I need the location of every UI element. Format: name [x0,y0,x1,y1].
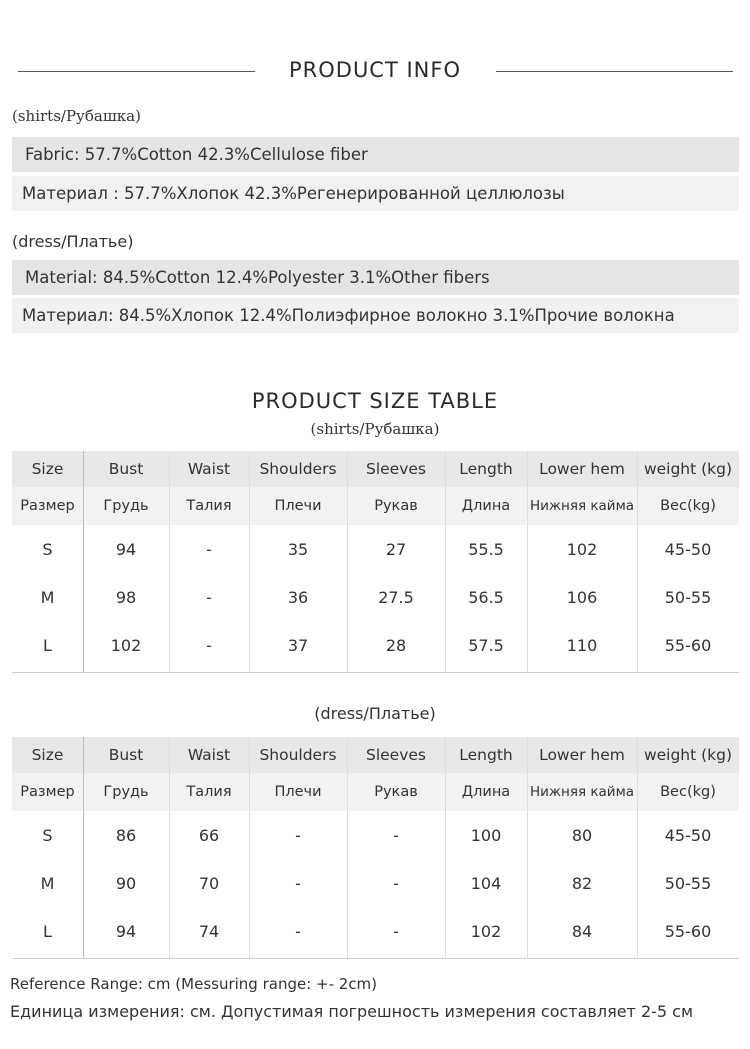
col-waist-ru: Талия [186,498,232,514]
product-info-title: PRODUCT INFO [288,58,461,82]
table-row [12,621,739,669]
sleeves-cell: - [393,921,399,941]
weight-cell: 45-50 [664,539,712,559]
col-weight: weight (kg) [643,746,733,764]
lower-hem-cell: 80 [571,825,593,845]
bust-cell: 90 [115,873,137,893]
col-waist: Waist [187,746,231,764]
column-divider [445,451,446,672]
col-size-ru: Размер [20,498,75,514]
col-length-ru: Длина [461,784,511,800]
column-divider [249,451,250,672]
col-lower-hem-ru: Нижняя кайма [529,497,635,514]
col-lower-hem: Lower hem [539,460,625,478]
column-divider [249,737,250,958]
waist-cell: 66 [198,825,220,845]
shoulders-cell: - [295,921,301,941]
col-length: Length [459,746,513,764]
header-row-ru [12,487,739,525]
length-cell: 55.5 [468,539,504,559]
measurement-tolerance-note: Единица измерения: см. Допустимая погрешность измерения составляет 2-5 см [10,1002,694,1021]
lower-hem-cell: 106 [566,587,598,607]
col-sleeves: Sleeves [365,746,426,764]
col-size-ru: Размер [20,784,75,800]
lower-hem-cell: 84 [571,921,593,941]
sleeves-cell: - [393,825,399,845]
col-shoulders-ru: Плечи [274,498,322,514]
waist-cell: 70 [198,873,220,893]
sleeves-cell: 27 [385,539,407,559]
lower-hem-cell: 102 [566,539,598,559]
col-weight: weight (kg) [643,460,733,478]
dress-fabric-ru: Материал: 84.5%Хлопок 12.4%Полиэфирное волокно 3.1%Прочие волокна [12,298,739,333]
column-divider [527,737,528,958]
col-weight-ru: Вес(kg) [660,784,716,800]
col-waist: Waist [187,460,231,478]
shirts-fabric-ru: Материал : 57.7%Хлопок 42.3%Регенерированной целлюлозы [12,176,739,211]
shirts-size-table [12,451,739,673]
table-row [12,573,739,621]
col-weight-ru: Вес(kg) [660,498,716,514]
length-cell: 57.5 [468,635,504,655]
size-cell: M [40,587,55,607]
column-divider [83,451,84,672]
col-shoulders: Shoulders [259,460,337,478]
bust-cell: 98 [115,587,137,607]
header-row-en [12,451,739,487]
shoulders-cell: 36 [287,587,309,607]
col-size: Size [31,746,64,764]
size-cell: S [42,539,53,559]
dress-info-label: (dress/Платье) [12,232,134,251]
weight-cell: 45-50 [664,825,712,845]
waist-cell: - [206,587,212,607]
waist-cell: 74 [198,921,220,941]
size-cell: S [42,825,53,845]
shoulders-cell: 35 [287,539,309,559]
table-row [12,525,739,573]
col-sleeves: Sleeves [365,460,426,478]
waist-cell: - [206,539,212,559]
column-divider [169,451,170,672]
col-lower-hem-ru: Нижняя кайма [529,783,635,800]
col-bust: Bust [108,746,144,764]
weight-cell: 55-60 [664,921,712,941]
lower-hem-cell: 82 [571,873,593,893]
size-cell: L [43,921,52,941]
col-length-ru: Длина [461,498,511,514]
table-row [12,907,739,955]
size-cell: L [43,635,52,655]
header-row-ru [12,773,739,811]
waist-cell: - [206,635,212,655]
shirts-table-label: (shirts/Рубашка) [310,420,440,438]
length-cell: 104 [470,873,502,893]
column-divider [347,737,348,958]
shirts-fabric-en: Fabric: 57.7%Cotton 42.3%Cellulose fiber [12,137,739,172]
size-table-title: PRODUCT SIZE TABLE [251,389,499,413]
length-cell: 102 [470,921,502,941]
table-bottom-border [12,672,739,673]
weight-cell: 50-55 [664,873,712,893]
bust-cell: 102 [110,635,142,655]
shoulders-cell: 37 [287,635,309,655]
col-bust-ru: Грудь [103,498,149,514]
reference-range-note: Reference Range: cm (Messuring range: +- 2cm) [10,975,378,993]
bust-cell: 86 [115,825,137,845]
length-cell: 56.5 [468,587,504,607]
sleeves-cell: 27.5 [378,587,414,607]
weight-cell: 55-60 [664,635,712,655]
header-row-en [12,737,739,773]
column-divider [169,737,170,958]
table-row [12,811,739,859]
lower-hem-cell: 110 [566,635,598,655]
column-divider [83,737,84,958]
column-divider [347,451,348,672]
col-shoulders-ru: Плечи [274,784,322,800]
dress-size-table [12,737,739,959]
col-sleeves-ru: Рукав [374,498,418,514]
col-lower-hem: Lower hem [539,746,625,764]
shoulders-cell: - [295,825,301,845]
col-length: Length [459,460,513,478]
column-divider [445,737,446,958]
column-divider [637,737,638,958]
col-waist-ru: Талия [186,784,232,800]
table-bottom-border [12,958,739,959]
sleeves-cell: 28 [385,635,407,655]
col-size: Size [31,460,64,478]
column-divider [637,451,638,672]
sleeves-cell: - [393,873,399,893]
shirts-info-label: (shirts/Рубашка) [12,107,141,125]
weight-cell: 50-55 [664,587,712,607]
table-row [12,859,739,907]
col-shoulders: Shoulders [259,746,337,764]
col-sleeves-ru: Рукав [374,784,418,800]
col-bust: Bust [108,460,144,478]
bust-cell: 94 [115,539,137,559]
length-cell: 100 [470,825,502,845]
column-divider [527,451,528,672]
size-cell: M [40,873,55,893]
dress-fabric-en: Material: 84.5%Cotton 12.4%Polyester 3.1%Other fibers [12,260,739,295]
dress-table-label: (dress/Платье) [314,704,436,723]
shoulders-cell: - [295,873,301,893]
col-bust-ru: Грудь [103,784,149,800]
bust-cell: 94 [115,921,137,941]
